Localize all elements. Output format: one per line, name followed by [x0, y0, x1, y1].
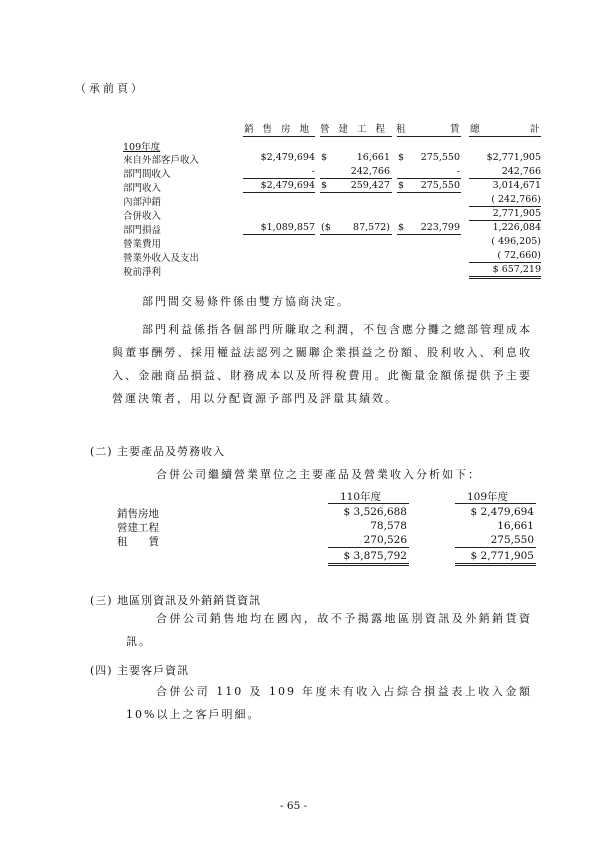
segment-row-label: 稅前淨利 — [123, 267, 162, 278]
segment-value-construction: 242,766 — [350, 166, 390, 177]
continuation-note: （承前頁） — [75, 82, 145, 95]
revenue-value-109: $ 2,479,694 — [470, 506, 534, 518]
underline-rule — [469, 206, 541, 207]
segment-value-total: $2,771,905 — [486, 152, 541, 163]
col-header-construction: 營 建 工 程 — [320, 124, 389, 135]
segment-value-sales: $2,479,694 — [260, 152, 315, 163]
revenue-value-110: $ 3,526,688 — [343, 506, 407, 518]
underline-rule — [469, 262, 541, 263]
underline-rule — [455, 563, 536, 566]
segment-value-total: 1,226,084 — [492, 222, 541, 233]
segment-value-rent-prefix: $ — [398, 222, 405, 233]
segment-value-total: 242,766 — [501, 166, 541, 177]
segment-value-rent: - — [456, 166, 460, 177]
header-rule — [455, 503, 536, 504]
underline-rule — [243, 234, 315, 235]
segment-value-total: $ 657,219 — [492, 264, 541, 275]
segment-value-construction-prefix: ($ — [321, 222, 331, 233]
header-rule — [328, 503, 409, 504]
header-rule — [320, 136, 392, 137]
revenue-row-label: 租 賃 — [117, 536, 159, 548]
revenue-value-110: 270,526 — [363, 534, 407, 546]
underline-rule — [320, 234, 392, 235]
section-heading-customers: (四) 主要客戶資訊 — [90, 664, 190, 677]
revenue-row-label: 營建工程 — [117, 522, 159, 534]
segment-value-total: ( 72,660) — [497, 250, 541, 261]
segment-value-rent: 275,550 — [420, 180, 460, 191]
header-rule — [243, 136, 315, 137]
col-header-total-2: 計 — [530, 124, 540, 135]
segment-value-total: 2,771,905 — [492, 208, 541, 219]
col-header-total-1: 總 — [470, 124, 480, 135]
segment-value-rent: 275,550 — [420, 152, 460, 163]
underline-rule — [243, 178, 315, 179]
segment-value-rent: 223,799 — [420, 222, 460, 233]
underline-rule — [397, 234, 461, 235]
paragraph-segment-profit: 部門利益係指各個部門所賺取之利潤，不包含應分攤之總部管理成本與董事酬勞、採用權益法認列之關聯企業損益之份額、股利收入、利息收入、金融商品損益、財務成本以及所得稅費用。此衡量金額係提供予主要營運決策者，用以分配資源予部門及評量其績效。 — [112, 323, 532, 405]
underline-rule — [328, 563, 409, 566]
segment-value-rent-prefix: $ — [398, 180, 405, 191]
segment-value-sales: - — [311, 166, 315, 177]
section-text-geography: 合併公司銷售地均在國內，故不予揭露地區別資訊及外銷銷貨資訊。 — [126, 612, 532, 648]
revenue-value-109: 16,661 — [497, 520, 534, 532]
col-header-sales: 銷 售 房 地 — [244, 124, 313, 135]
underline-rule — [455, 547, 536, 548]
segment-value-sales: $1,089,857 — [260, 222, 315, 233]
segment-value-construction: 87,572) — [353, 222, 390, 233]
segment-row-label: 來自外部客戶收入 — [123, 155, 200, 166]
segment-row-label: 內部沖銷 — [123, 197, 162, 208]
segment-row-label: 營業外收入及支出 — [123, 253, 200, 264]
revenue-value-109: 275,550 — [490, 534, 534, 546]
segment-value-construction-prefix: $ — [321, 152, 328, 163]
underline-rule — [320, 178, 392, 179]
revenue-value-110: 78,578 — [370, 520, 407, 532]
segment-value-construction: 259,427 — [350, 180, 390, 191]
underline-rule — [469, 220, 541, 221]
section-intro-products: 合併公司繼續營業單位之主要產品及營業收入分析如下： — [156, 468, 481, 481]
segment-row-label: 合併收入 — [123, 211, 162, 222]
segment-value-rent-prefix: $ — [398, 152, 405, 163]
segment-value-total: ( 242,766) — [491, 194, 541, 205]
col-header-rent-1: 租 — [396, 124, 406, 135]
header-rule — [397, 136, 461, 137]
header-rule — [469, 136, 541, 137]
underline-rule — [320, 192, 392, 193]
revenue-total-109: $ 2,771,905 — [470, 550, 534, 562]
underline-rule — [469, 178, 541, 179]
year-label: 109年度 — [123, 142, 161, 153]
col-header-rent-2: 賃 — [450, 124, 460, 135]
segment-value-construction: 16,661 — [356, 152, 390, 163]
underline-rule — [397, 178, 461, 179]
underline-rule — [469, 276, 541, 279]
segment-value-total: 3,014,671 — [492, 180, 541, 191]
revenue-total-110: $ 3,875,792 — [343, 550, 407, 562]
segment-value-sales: $2,479,694 — [260, 180, 315, 191]
segment-value-total: ( 496,205) — [491, 236, 541, 247]
underline-rule — [328, 547, 409, 548]
col-header-110: 110年度 — [340, 491, 382, 503]
section-heading-products: (二) 主要產品及勞務收入 — [90, 445, 226, 458]
underline-rule — [397, 192, 461, 193]
segment-value-construction-prefix: $ — [321, 180, 328, 191]
segment-row-label: 部門收入 — [123, 183, 162, 194]
underline-rule — [243, 192, 315, 193]
section-heading-geography: (三) 地區別資訊及外銷銷貨資訊 — [90, 594, 262, 607]
segment-row-label: 部門損益 — [123, 225, 162, 236]
page-number: - 65 - — [280, 800, 308, 812]
paragraph-transfer-pricing: 部門間交易條件係由雙方協商決定。 — [142, 295, 350, 308]
segment-row-label: 部門間收入 — [123, 169, 171, 180]
segment-row-label: 營業費用 — [123, 239, 162, 250]
section-text-customers: 合併公司 110 及 109 年度未有收入占綜合損益表上收入金額10%以上之客戶明細。 — [126, 685, 532, 721]
col-header-109: 109年度 — [467, 491, 509, 503]
revenue-row-label: 銷售房地 — [117, 508, 159, 520]
